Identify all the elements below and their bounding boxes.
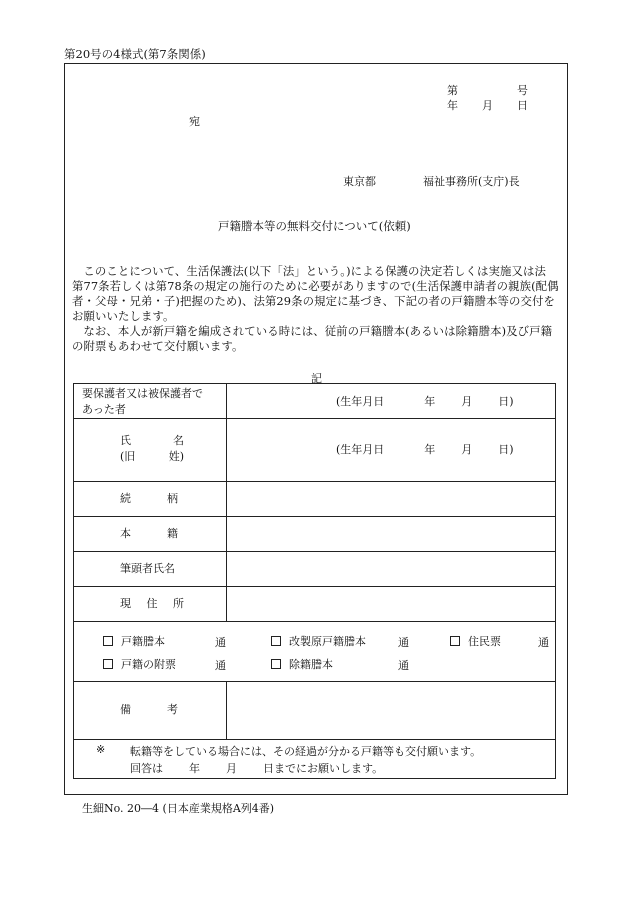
relationship-a: 続: [120, 492, 131, 505]
answer-label: 回答は: [130, 762, 163, 775]
relationship-value[interactable]: [234, 490, 544, 508]
body-line: 第77条若しくは第78条の規定の施行のために必要がありますので(生活保護申請者の親族(配偶: [72, 279, 559, 293]
birth-label: (生年月日: [336, 395, 385, 408]
protected-person-label: [82, 386, 203, 418]
ki-heading: 記: [311, 372, 322, 385]
request-form-table: [73, 383, 556, 779]
checkbox-box[interactable]: [271, 659, 281, 669]
name-mei: 名: [173, 434, 184, 447]
checkbox-box[interactable]: [271, 636, 281, 646]
checkbox-box[interactable]: [103, 659, 113, 669]
birthdate-row2[interactable]: [336, 442, 514, 458]
birth-day: 日): [498, 395, 514, 408]
sender-tokyo: 東京都: [343, 175, 376, 188]
body-line: お願いいたします。: [72, 309, 175, 323]
head-of-household-value[interactable]: [234, 560, 544, 578]
remarks-b: 考: [167, 703, 178, 716]
note-line2: [130, 760, 383, 776]
note-line1: 転籍等をしている場合には、その経過が分かる戸籍等も交付願います。: [130, 745, 482, 758]
relationship-b: 柄: [167, 492, 178, 505]
body-line: なお、本人が新戸籍を編成されている時には、従前の戸籍謄本(あるいは除籍謄本)及び戸籍: [83, 324, 553, 338]
date-day: 日: [517, 99, 528, 112]
checkbox-label: 戸籍謄本: [121, 635, 165, 648]
copies-unit: 通: [398, 659, 409, 672]
checkbox-box[interactable]: [103, 636, 113, 646]
head-of-household-label: 筆頭者氏名: [120, 562, 175, 575]
checkbox-box[interactable]: [450, 636, 460, 646]
protected-person-label-line1: 要保護者又は被保護者で: [82, 387, 203, 400]
remarks-a: 備: [120, 703, 131, 716]
sender-office: 福祉事務所(支庁)長: [423, 175, 520, 188]
footer-form-code: 生細No. 20―4 (日本産業規格A列4番): [82, 802, 275, 815]
checkbox-label: 住民票: [468, 635, 501, 648]
doc-number-go: 号: [517, 84, 528, 97]
body-paragraph: [72, 264, 562, 354]
checkbox-juminhyo[interactable]: [450, 633, 501, 649]
document-title: 戸籍謄本等の無料交付について(依頼): [218, 219, 411, 233]
relationship-label: [120, 491, 178, 507]
current-address-label: [120, 596, 184, 612]
addressee-suffix: 宛: [189, 115, 200, 128]
copies-unit: 通: [215, 636, 226, 649]
date-year: 年: [447, 99, 458, 112]
remarks-label: [120, 702, 178, 718]
birth-month: 月: [461, 443, 473, 456]
body-line: 者・父母・兄弟・子)把握のため)、法第29条の規定に基づき、下記の者の戸籍謄本等の交付を: [72, 294, 555, 308]
domicile-b: 籍: [167, 527, 178, 540]
body-line: このことについて、生活保護法(以下「法」という。)による保護の決定若しくは実施又は法: [83, 264, 546, 278]
answer-day-suffix: 日までにお願いします。: [263, 762, 384, 775]
body-line: の附票もあわせて交付願います。: [72, 339, 244, 353]
date-month: 月: [482, 99, 493, 112]
birth-label: (生年月日: [336, 443, 385, 456]
address-c: 所: [173, 597, 184, 610]
checkbox-label: 戸籍の附票: [121, 658, 176, 671]
name-kyu: (旧: [120, 450, 136, 463]
address-a: 現: [120, 597, 131, 610]
name-sei: 姓): [168, 450, 184, 463]
note-mark: ※: [96, 743, 106, 756]
answer-month: 月: [226, 762, 237, 775]
checkbox-koseki-tohon[interactable]: [103, 633, 165, 649]
birth-month: 月: [461, 395, 473, 408]
birthdate-row1[interactable]: [336, 394, 514, 410]
checkbox-label: 除籍謄本: [289, 658, 333, 671]
checkbox-joseki-tohon[interactable]: [271, 656, 333, 672]
form-number-header: 第20号の4様式(第7条関係): [64, 47, 206, 61]
birth-year: 年: [424, 395, 436, 408]
copies-unit: 通: [538, 636, 549, 649]
checkbox-label: 改製原戸籍謄本: [289, 635, 366, 648]
registered-domicile-label: [120, 526, 178, 542]
birth-year: 年: [424, 443, 436, 456]
protected-person-label-line2: あった者: [82, 403, 126, 416]
remarks-value[interactable]: [234, 689, 544, 731]
checkbox-koseki-fuhyo[interactable]: [103, 656, 176, 672]
checkbox-kaiseigen-koseki[interactable]: [271, 633, 366, 649]
name-label: [120, 433, 184, 465]
answer-year: 年: [189, 762, 200, 775]
doc-number-dai: 第: [447, 84, 458, 97]
address-b: 住: [146, 597, 158, 610]
registered-domicile-value[interactable]: [234, 525, 544, 543]
name-shi: 氏: [120, 434, 131, 447]
current-address-value[interactable]: [234, 595, 544, 613]
domicile-a: 本: [120, 527, 131, 540]
copies-unit: 通: [215, 659, 226, 672]
copies-unit: 通: [398, 636, 409, 649]
birth-day: 日): [498, 443, 514, 456]
